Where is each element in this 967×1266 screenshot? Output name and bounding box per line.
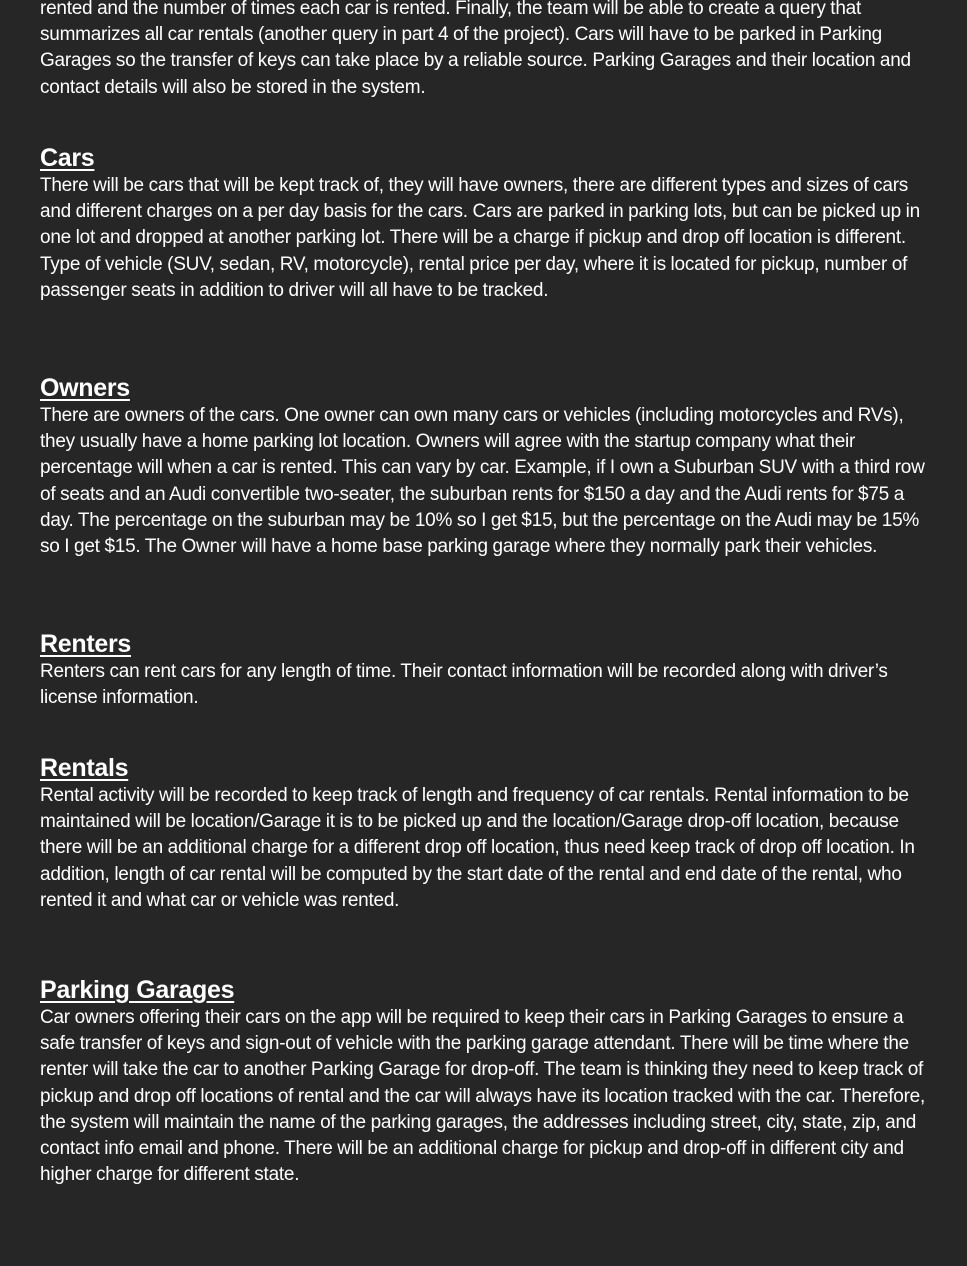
heading-owners: Owners bbox=[40, 374, 130, 402]
paragraph-parking-garages: Car owners offering their cars on the app will be required to keep their cars in Parking Garages to ensure a safe transfer of keys and sign-out of vehicle with the parking garage attendant. There will be time where the renter will take the car to another Parking Garage for drop-off. The team is thinking they need to keep track of pickup and drop off locations of rental and the car will always have its location tracked with the car. Therefore, the system will maintain the name of the parking garages, the addresses including street, city, state, zip, and contact info email and phone. There will be an additional charge for pickup and drop-off in different city and higher charge for different state. bbox=[40, 1007, 925, 1186]
section-renters bbox=[40, 629, 930, 711]
section-rentals bbox=[40, 753, 930, 914]
heading-rentals: Rentals bbox=[40, 754, 129, 782]
paragraph-cars: There will be cars that will be kept track of, they will have owners, there are different types and sizes of cars and different charges on a per day basis for the cars. Cars are parked in parking lots, but can be picked up in one lot and dropped at another parking lot. There will be a charge if pickup and drop off location is different. Type of vehicle (SUV, sedan, RV, motorcycle), rental price per day, where it is located for pickup, number of passenger seats in addition to driver will all have to be tracked. bbox=[40, 175, 920, 301]
intro-paragraph: rented and the number of times each car is rented. Finally, the team will be able to create a query that summarizes all car rentals (another query in part 4 of the project). Cars will have to be parked in Parking Garages so the transfer of keys can take place by a reliable source. Parking Garages and their location and contact details will also be stored in the system. bbox=[40, 0, 911, 98]
heading-cars: Cars bbox=[40, 144, 95, 172]
paragraph-renters: Renters can rent cars for any length of time. Their contact information will be recorded along with driver’s license information. bbox=[40, 661, 888, 709]
paragraph-owners: There are owners of the cars. One owner can own many cars or vehicles (including motorcycles and RVs), they usually have a home parking lot location. Owners will agree with the startup company what their percentage will when a car is rented. This can vary by car. Example, if I own a Suburban SUV with a third row of seats and an Audi convertible two-seater, the suburban rents for $150 a day and the Audi rents for $75 a day. The percentage on the suburban may be 10% so I get $15, but the percentage on the Audi may be 15% so I get $15. The Owner will have a home base parking garage where they normally park their vehicles. bbox=[40, 405, 925, 558]
section-parking-garages bbox=[40, 975, 930, 1188]
section-owners bbox=[40, 373, 930, 560]
heading-parking-garages: Parking Garages bbox=[40, 976, 235, 1004]
heading-renters: Renters bbox=[40, 630, 131, 658]
section-cars bbox=[40, 143, 930, 304]
paragraph-rentals: Rental activity will be recorded to keep track of length and frequency of car rentals. Rental information to be maintained will be location/Garage it is to be picked up and the location/Garage drop-off location, because there will be an additional charge for a different drop off location, thus need keep track of drop off location. In addition, length of car rental will be computed by the start date of the rental and end date of the rental, who rented it and what car or vehicle was rented. bbox=[40, 785, 915, 911]
